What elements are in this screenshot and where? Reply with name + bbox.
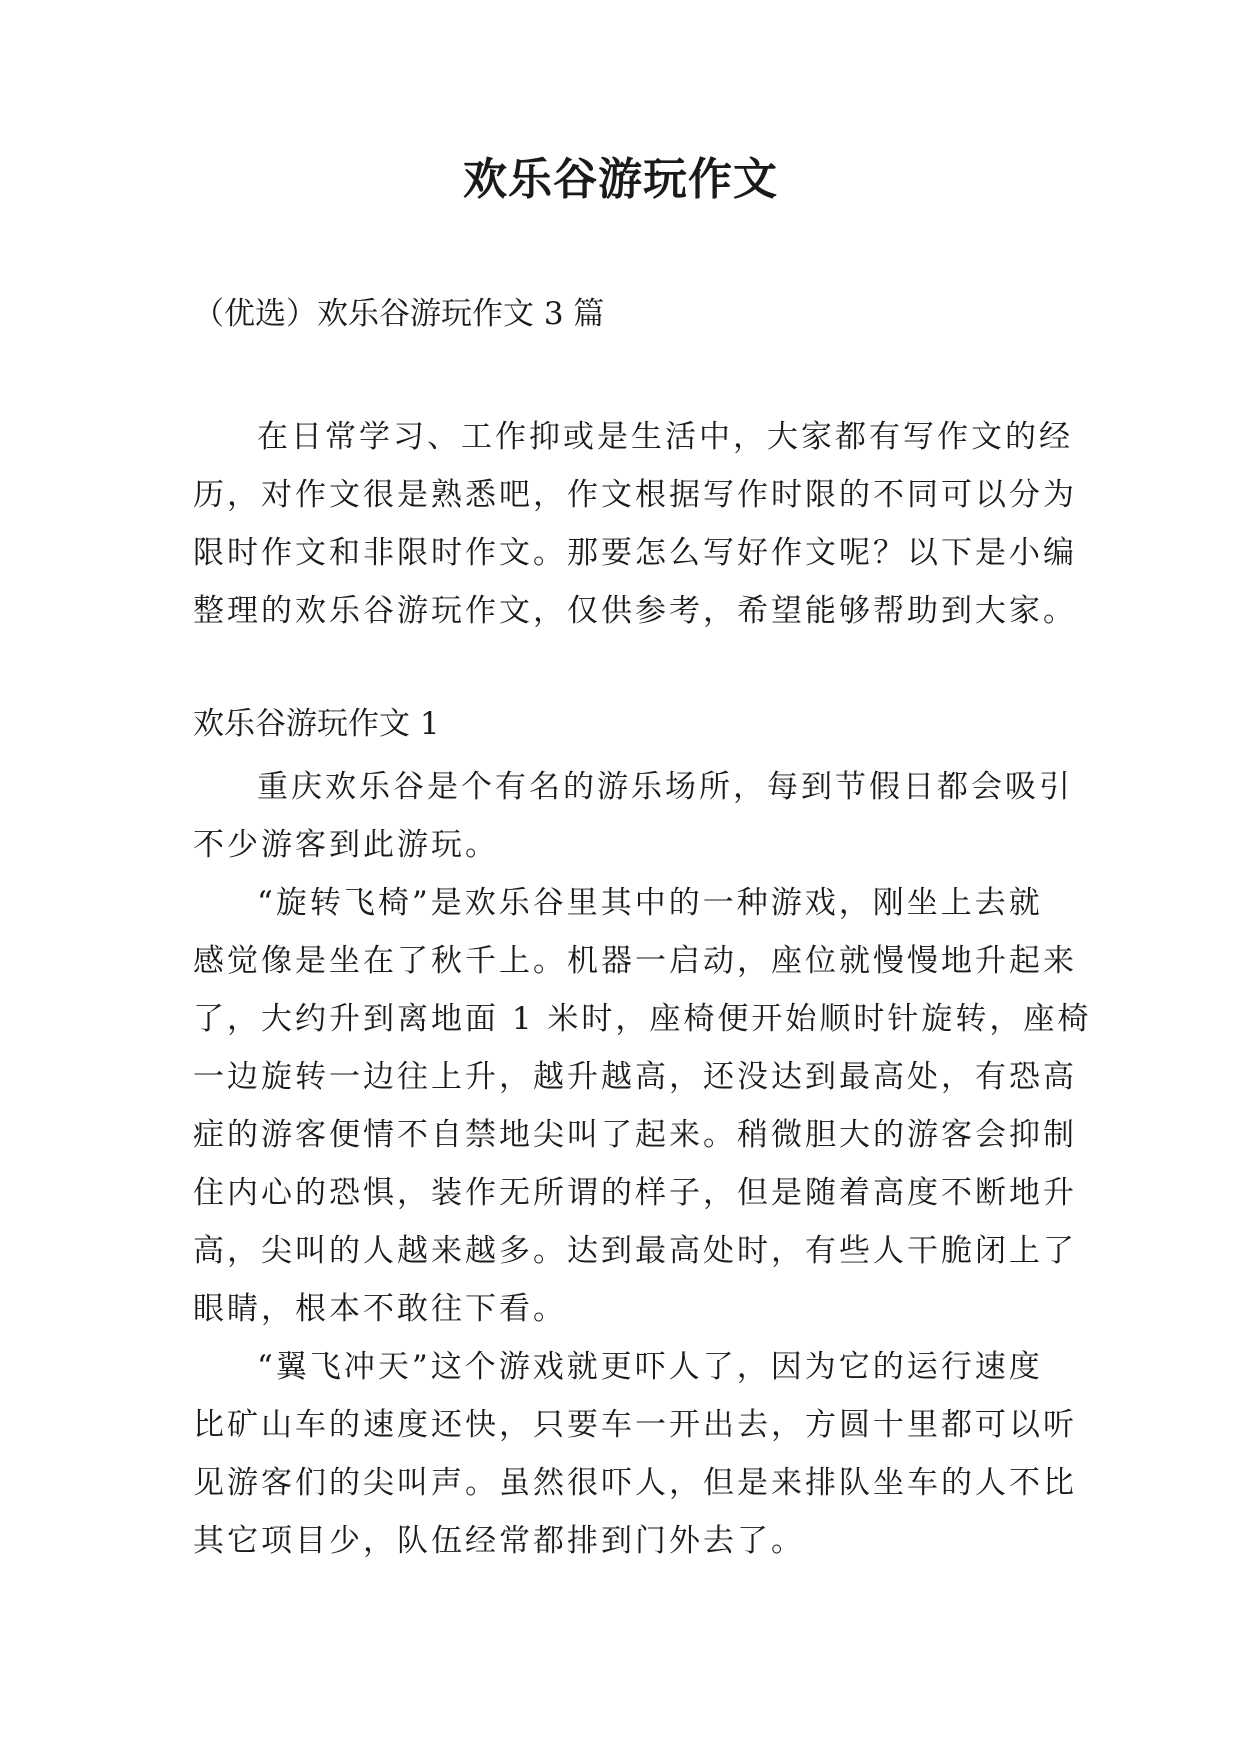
paragraph-line: 住内心的恐惧，装作无所谓的样子，但是随着高度不断地升	[193, 1175, 1077, 1211]
paragraph-line: 一边旋转一边往上升，越升越高，还没达到最高处，有恐高	[193, 1059, 1077, 1095]
intro-paragraph	[193, 408, 1077, 640]
paragraph-line: 高，尖叫的人越来越多。达到最高处时，有些人干脆闭上了	[193, 1233, 1077, 1269]
intro-line: 整理的欢乐谷游玩作文，仅供参考，希望能够帮助到大家。	[193, 593, 1077, 629]
intro-line: 在日常学习、工作抑或是生活中，大家都有写作文的经	[257, 419, 1073, 455]
paragraph-line: 比矿山车的速度还快，只要车一开出去，方圆十里都可以听	[193, 1407, 1077, 1443]
section-heading: 欢乐谷游玩作文 1	[193, 706, 440, 742]
paragraph-line: “旋转飞椅”是欢乐谷里其中的一种游戏，刚坐上去就	[257, 885, 1043, 921]
essay-paragraph-1	[193, 758, 1073, 874]
paragraph-line: 其它项目少，队伍经常都排到门外去了。	[193, 1523, 805, 1559]
paragraph-line: 见游客们的尖叫声。虽然很吓人，但是来排队坐车的人不比	[193, 1465, 1077, 1501]
paragraph-line: 眼睛，根本不敢往下看。	[193, 1291, 567, 1327]
paragraph-line: “翼飞冲天”这个游戏就更吓人了，因为它的运行速度	[257, 1349, 1043, 1385]
document-title: 欢乐谷游玩作文	[463, 154, 778, 205]
paragraph-line: 了，大约升到离地面 1 米时，座椅便开始顺时针旋转，座椅	[193, 1001, 1092, 1037]
essay-body	[193, 758, 1092, 1570]
paragraph-line: 感觉像是坐在了秋千上。机器一启动，座位就慢慢地升起来	[193, 943, 1077, 979]
paragraph-line: 不少游客到此游玩。	[193, 827, 499, 863]
essay-paragraph-2	[193, 874, 1092, 1338]
intro-line: 历，对作文很是熟悉吧，作文根据写作时限的不同可以分为	[193, 477, 1077, 513]
document-subtitle: （优选）欢乐谷游玩作文 3 篇	[193, 296, 605, 332]
intro-line: 限时作文和非限时作文。那要怎么写好作文呢？以下是小编	[193, 535, 1077, 571]
paragraph-line: 重庆欢乐谷是个有名的游乐场所，每到节假日都会吸引	[257, 769, 1073, 805]
essay-paragraph-3	[193, 1338, 1077, 1570]
paragraph-line: 症的游客便情不自禁地尖叫了起来。稍微胆大的游客会抑制	[193, 1117, 1077, 1153]
